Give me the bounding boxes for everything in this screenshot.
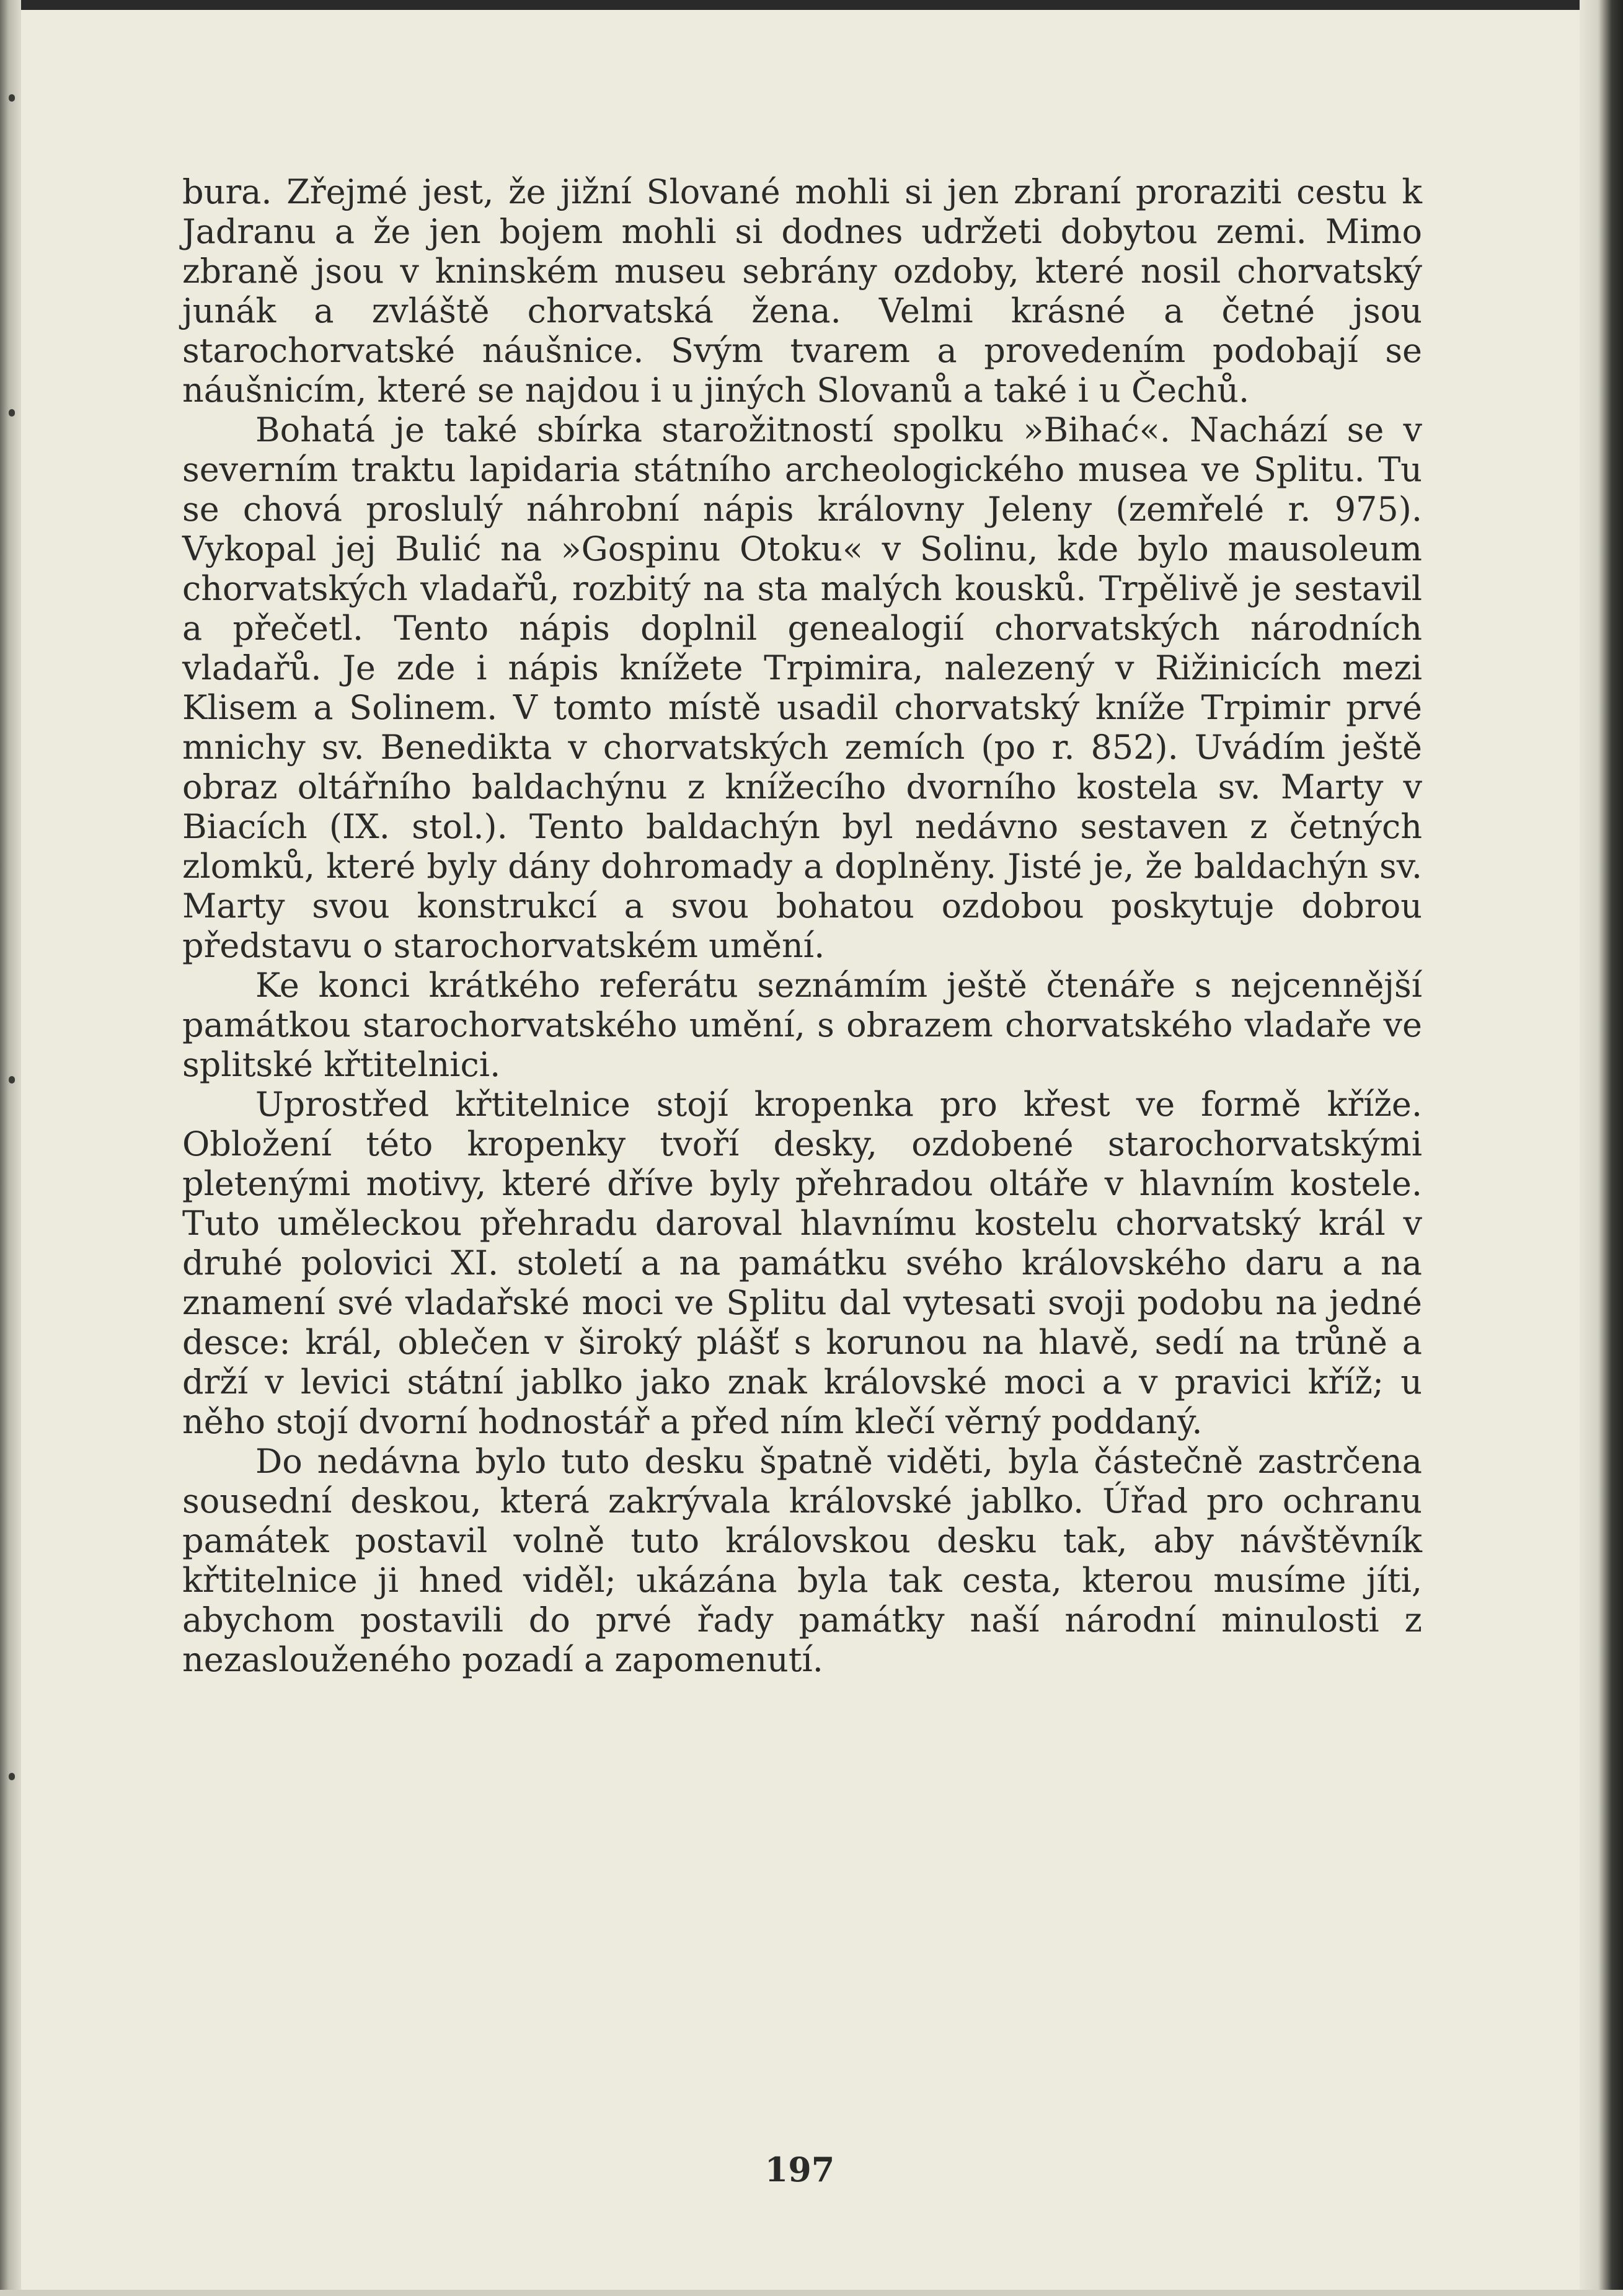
paragraph: Uprostřed křtitelnice stojí kropenka pro křest ve formě kříže. Obložení této kropenky tvoří desky, ozdobené starochorvatskými pletenými motivy, které dříve byly přehradou oltáře v hlavním kostele. Tuto uměleckou přehradu daroval hlavnímu kostelu chorvatský král v druhé polovici XI. století a na památku svého královského daru a na znamení své vladařské moci ve Splitu dal vytesati svoji podobu na jedné desce: král, oblečen v široký plášť s korunou na hlavě, sedí na trůně a drží v levici státní jablko jako znak královské moci a v pravici kříž; u něho stojí dvorní hodnostář a před ním klečí věrný poddaný. [182, 1085, 1422, 1441]
page-bottom-edge [0, 2290, 1623, 2296]
paragraph: Bohatá je také sbírka starožitností spolku »Bihać«. Nachází se v severním traktu lapidaria státního archeologického musea ve Splitu. Tu se chová proslulý náhrobní nápis královny Jeleny (zemřelé r. 975). Vykopal jej Bulić na »Gospinu Otoku« v Solinu, kde bylo mausoleum chorvatských vladařů, rozbitý na sta malých kousků. Trpělivě je sestavil a přečetl. Tento nápis doplnil genealogií chorvatských národních vladařů. Je zde i nápis knížete Trpimira, nalezený v Rižinicích mezi Klisem a Solinem. V tomto místě usadil chorvatský kníže Trpimir prvé mnichy sv. Benedikta v chorvatských zemích (po r. 852). Uvádím ještě obraz oltářního baldachýnu z knížecího dvorního kostela sv. Marty v Biacích (IX. stol.). Tento baldachýn byl nedávno sestaven z četných zlomků, které byly dány dohromady a doplněny. Jisté je, že baldachýn sv. Marty svou konstrukcí a svou bohatou ozdobou poskytuje dobrou představu o starochorvatském umění. [182, 410, 1422, 965]
page-right-edge [1580, 0, 1623, 2296]
page-binding-edge [0, 0, 21, 2296]
binding-mark [9, 409, 15, 417]
paragraph: Do nedávna bylo tuto desku špatně viděti, byla částečně zastrčena sousední deskou, která zakrývala královské jablko. Úřad pro ochranu památek postavil volně tuto královskou desku tak, aby návštěvník křtitelnice ji hned viděl; ukázána byla tak cesta, kterou musíme jíti, abychom postavili do prvé řady památky naší národní minulosti z nezaslouženého pozadí a zapomenutí. [182, 1442, 1422, 1679]
binding-mark [9, 1773, 15, 1780]
binding-mark [9, 94, 15, 102]
page-top-edge [0, 0, 1623, 10]
paragraph: Ke konci krátkého referátu seznámím ještě čtenáře s nejcennější památkou starochorvatského umění, s obrazem chorvatského vladaře ve splitské křtitelnici. [182, 966, 1422, 1084]
paragraph: bura. Zřejmé jest, že jižní Slované mohli si jen zbraní proraziti cestu k Jadranu a že jen bojem mohli si dodnes udržeti dobytou zemi. Mimo zbraně jsou v kninském museu sebrány ozdoby, které nosil chorvatský junák a zvláště chorvatská žena. Velmi krásné a četné jsou starochorvatské náušnice. Svým tvarem a provedením podobají se náušnicím, které se najdou i u jiných Slovanů a také i u Čechů. [182, 172, 1422, 410]
body-text [182, 172, 1422, 1680]
page-number: 197 [764, 2150, 835, 2189]
binding-mark [9, 1076, 15, 1084]
